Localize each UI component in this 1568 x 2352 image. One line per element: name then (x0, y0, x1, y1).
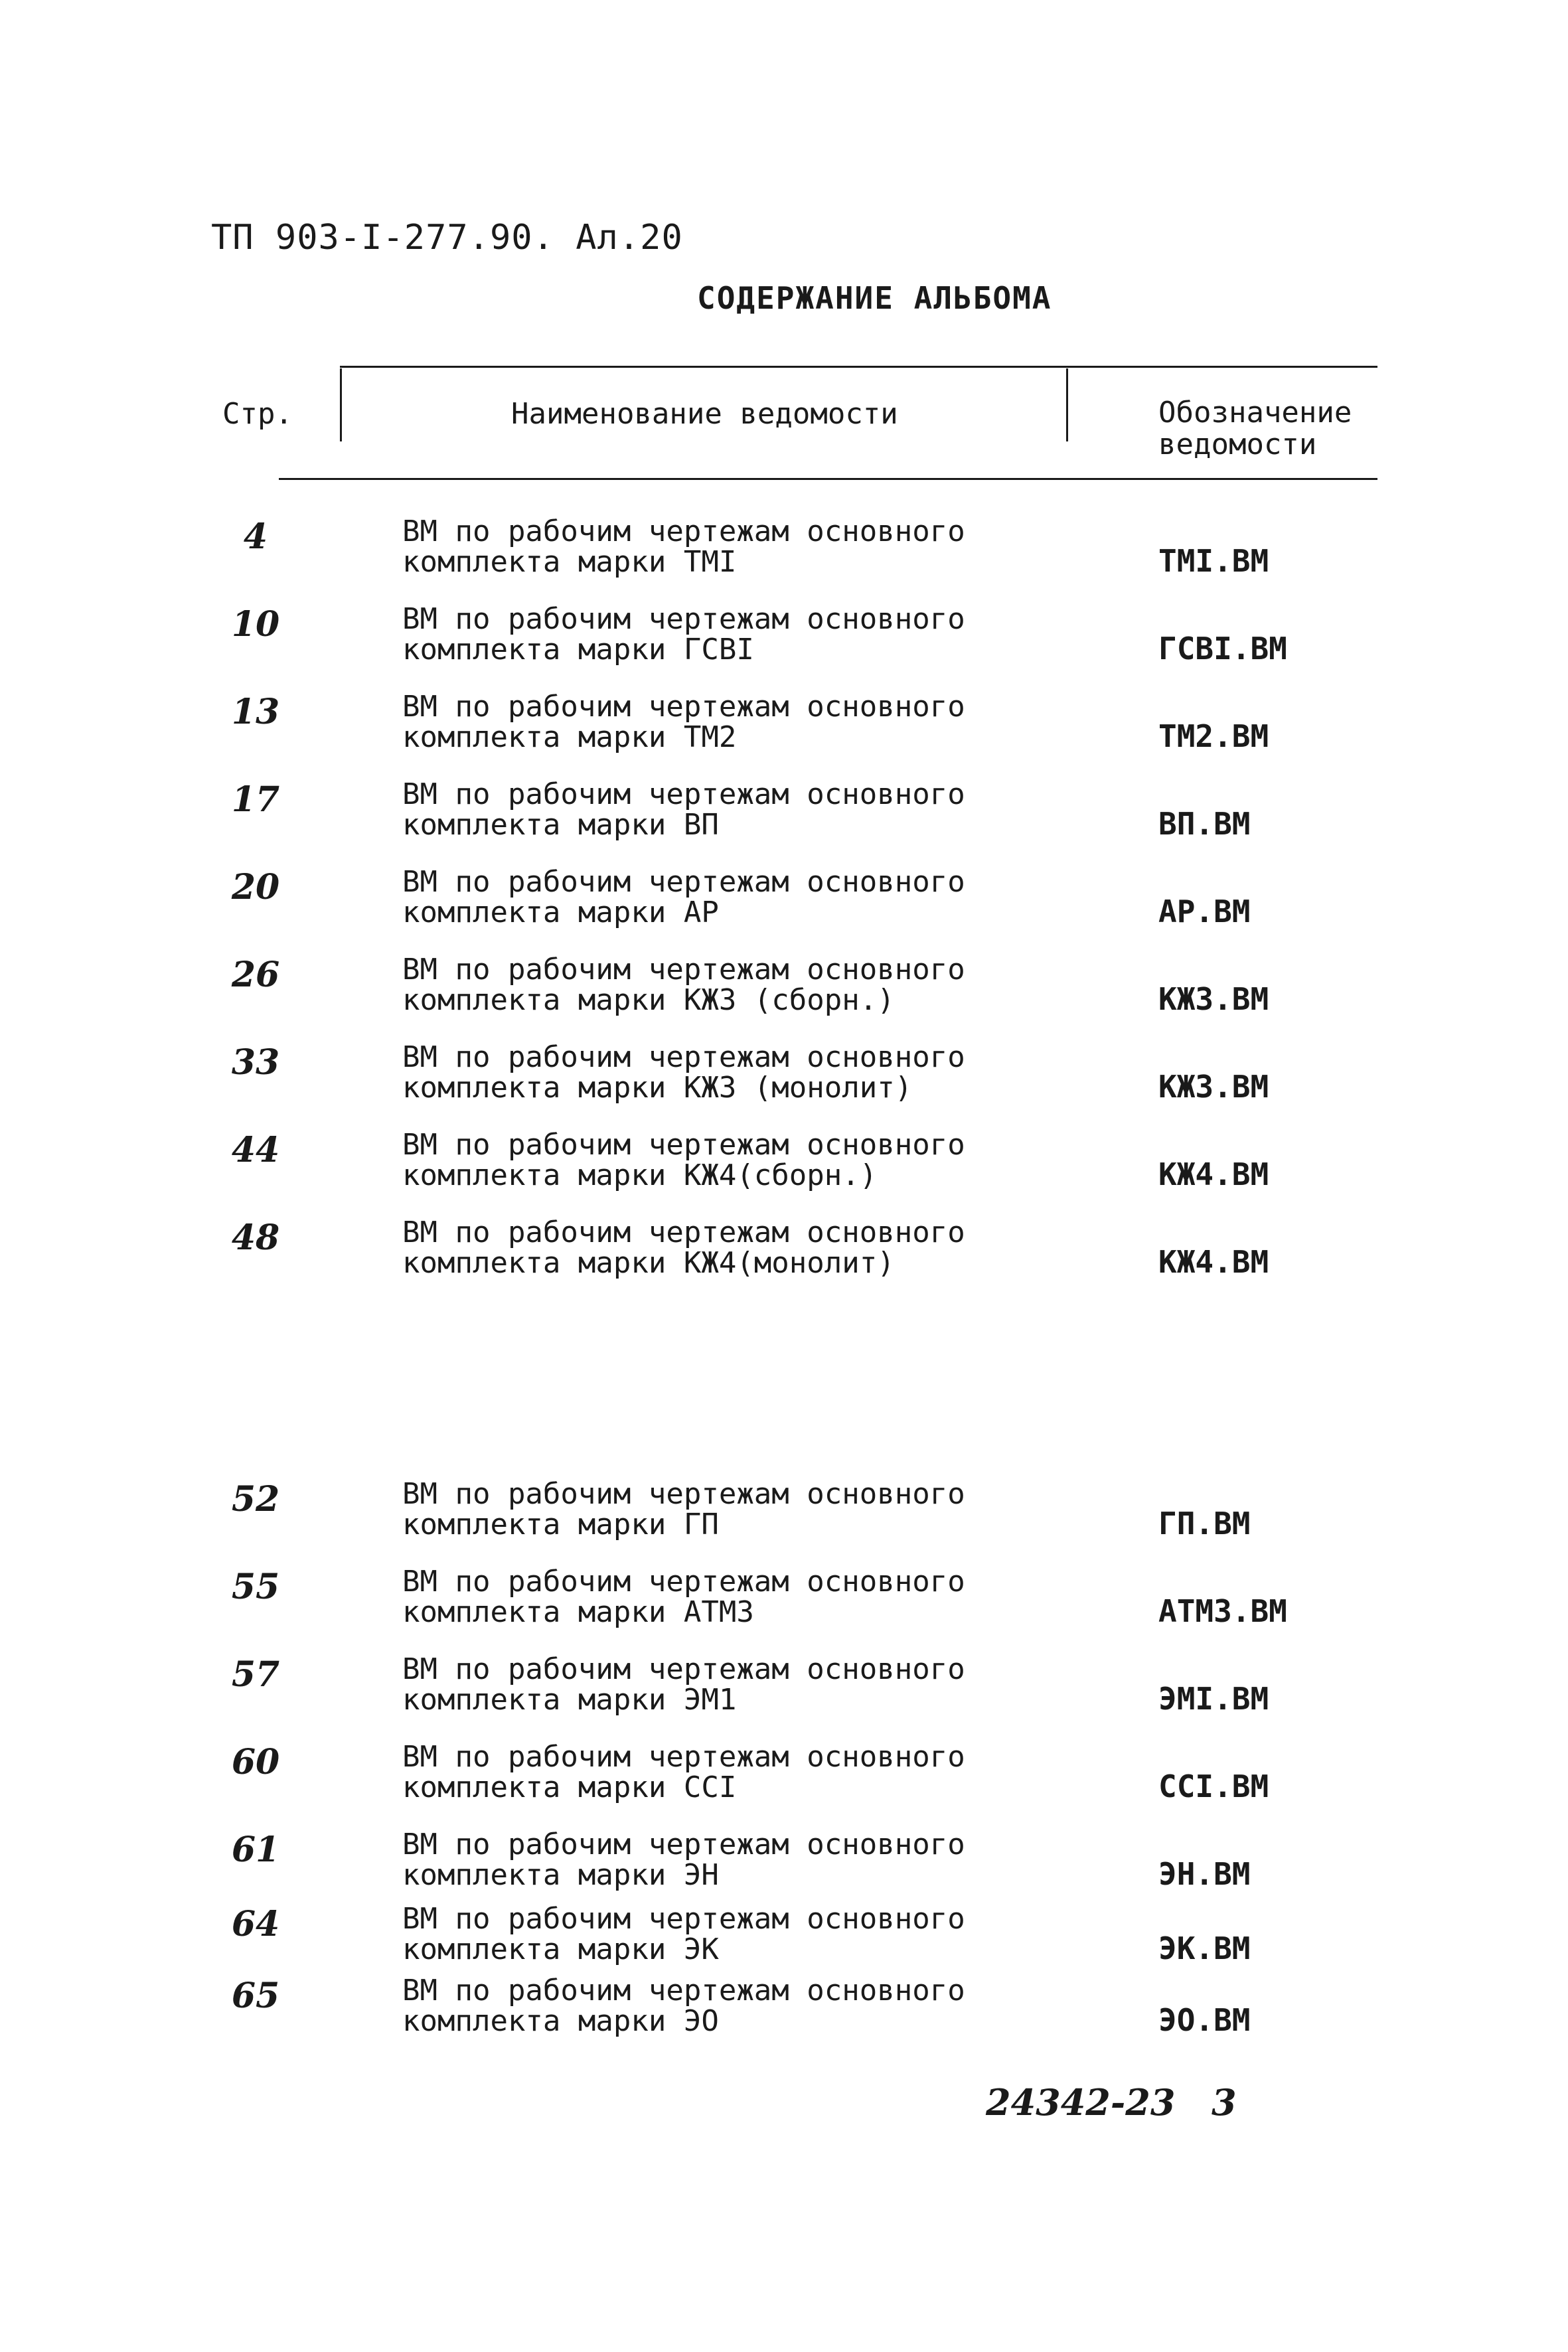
row-description-line2: комплекта марки ЭК (402, 1932, 719, 1966)
row-page-number: 44 (231, 1130, 280, 1170)
row-description (402, 1479, 965, 1540)
row-designation: ГП.ВМ (1158, 1506, 1251, 1541)
table-row (0, 1830, 1568, 1903)
row-description-line2: комплекта марки ВП (402, 808, 719, 842)
row-description-line2: комплекта марки АТМ3 (402, 1595, 754, 1629)
table-row (0, 779, 1568, 852)
table-row (0, 1479, 1568, 1552)
row-designation: ЭН.ВМ (1158, 1856, 1251, 1892)
row-description (402, 867, 965, 928)
row-description-line2: комплекта марки ГСВI (402, 633, 754, 666)
row-description-line2: комплекта марки ТМI (402, 545, 737, 579)
row-page-number: 20 (231, 867, 280, 907)
row-description-line2: комплекта марки ССI (402, 1770, 737, 1804)
table-row (0, 1904, 1568, 1977)
row-description-line1: ВМ по рабочим чертежам основного (402, 1477, 965, 1511)
row-designation: ВП.ВМ (1158, 806, 1251, 842)
row-description (402, 1130, 965, 1191)
row-description (402, 779, 965, 840)
row-description-line2: комплекта марки КЖ3 (монолит) (402, 1071, 913, 1105)
table-row (0, 516, 1568, 589)
inventory-code: 24342-23 (986, 2081, 1176, 2124)
row-description-line2: комплекта марки КЖ4(монолит) (402, 1246, 895, 1280)
row-designation: КЖ3.ВМ (1158, 981, 1269, 1017)
column-header-code-line1: Обозначение (1158, 396, 1352, 430)
row-description-line1: ВМ по рабочим чертежам основного (402, 602, 965, 636)
row-description-line1: ВМ по рабочим чертежам основного (402, 1565, 965, 1599)
row-description-line2: комплекта марки КЖ3 (сборн.) (402, 983, 895, 1017)
row-description-line1: ВМ по рабочим чертежам основного (402, 777, 965, 811)
row-description-line2: комплекта марки ЭМ1 (402, 1683, 737, 1717)
table-row (0, 604, 1568, 677)
page-title: СОДЕРЖАНИЕ АЛЬБОМА (697, 280, 1052, 316)
row-designation: АР.ВМ (1158, 894, 1251, 929)
row-description-line2: комплекта марки ТМ2 (402, 720, 737, 754)
row-page-number: 10 (231, 604, 280, 645)
row-description-line2: комплекта марки ЭН (402, 1858, 719, 1892)
table-header-rule (279, 478, 1377, 480)
row-page-number: 4 (243, 516, 268, 557)
column-header-name: Наименование ведомости (511, 397, 898, 431)
row-description-line1: ВМ по рабочим чертежам основного (402, 865, 965, 899)
row-designation: ЭО.ВМ (1158, 2002, 1251, 2038)
row-description (402, 1742, 965, 1803)
row-page-number: 57 (231, 1654, 280, 1695)
column-divider-left (340, 368, 342, 441)
row-description (402, 955, 965, 1016)
row-designation: ССI.ВМ (1158, 1768, 1269, 1804)
table-row (0, 1654, 1568, 1727)
row-description (402, 1217, 965, 1279)
row-description-line1: ВМ по рабочим чертежам основного (402, 690, 965, 724)
row-description-line2: комплекта марки АР (402, 896, 719, 929)
row-page-number: 33 (231, 1042, 280, 1083)
table-row (0, 1042, 1568, 1115)
row-description-line1: ВМ по рабочим чертежам основного (402, 1652, 965, 1686)
row-description (402, 1567, 965, 1628)
row-designation: ГСВI.ВМ (1158, 631, 1287, 666)
row-description (402, 604, 965, 665)
row-designation: КЖ4.ВМ (1158, 1156, 1269, 1192)
document-code: ТП 903-I-277.90. Ал.20 (211, 218, 683, 258)
table-row (0, 1130, 1568, 1203)
table-row (0, 867, 1568, 940)
row-designation: КЖ3.ВМ (1158, 1069, 1269, 1105)
row-description-line1: ВМ по рабочим чертежам основного (402, 514, 965, 548)
row-description (402, 1654, 965, 1715)
row-description-line1: ВМ по рабочим чертежам основного (402, 1902, 965, 1936)
column-header-page: Стр. (222, 397, 293, 431)
row-description (402, 1904, 965, 1965)
row-page-number: 65 (231, 1976, 280, 2016)
row-description (402, 516, 965, 578)
row-page-number: 17 (231, 779, 280, 820)
row-description (402, 1830, 965, 1891)
sheet-number: 3 (1212, 2081, 1237, 2124)
row-designation: АТМ3.ВМ (1158, 1593, 1287, 1629)
row-description-line1: ВМ по рабочим чертежам основного (402, 1040, 965, 1074)
table-row (0, 1976, 1568, 2049)
row-page-number: 26 (231, 955, 280, 995)
row-description-line1: ВМ по рабочим чертежам основного (402, 1740, 965, 1774)
row-description-line2: комплекта марки ГП (402, 1508, 719, 1541)
table-row (0, 692, 1568, 765)
table-top-rule (340, 366, 1377, 368)
row-designation: ЭМI.ВМ (1158, 1681, 1269, 1717)
table-row (0, 1742, 1568, 1815)
row-description-line2: комплекта марки КЖ4(сборн.) (402, 1158, 878, 1192)
row-designation: ТМ2.ВМ (1158, 718, 1269, 754)
row-designation: ТМI.ВМ (1158, 543, 1269, 579)
column-header-code (1158, 397, 1352, 461)
row-description-line1: ВМ по рабочим чертежам основного (402, 1828, 965, 1861)
table-row (0, 1567, 1568, 1640)
row-description-line1: ВМ по рабочим чертежам основного (402, 1974, 965, 2007)
row-page-number: 64 (231, 1904, 280, 1944)
row-description (402, 1042, 965, 1103)
row-description (402, 1976, 965, 2037)
row-page-number: 55 (231, 1567, 280, 1607)
table-row (0, 955, 1568, 1028)
row-page-number: 60 (231, 1742, 280, 1782)
row-description-line1: ВМ по рабочим чертежам основного (402, 953, 965, 986)
row-description-line1: ВМ по рабочим чертежам основного (402, 1215, 965, 1249)
row-designation: КЖ4.ВМ (1158, 1244, 1269, 1280)
column-divider-right (1066, 368, 1068, 441)
row-description-line2: комплекта марки ЭО (402, 2004, 719, 2038)
row-description (402, 692, 965, 753)
row-page-number: 52 (231, 1479, 280, 1520)
row-description-line1: ВМ по рабочим чертежам основного (402, 1128, 965, 1162)
column-header-code-line2: ведомости (1158, 428, 1317, 461)
table-row (0, 1217, 1568, 1291)
row-page-number: 61 (231, 1830, 280, 1870)
row-page-number: 48 (231, 1217, 280, 1258)
row-designation: ЭК.ВМ (1158, 1930, 1251, 1966)
row-page-number: 13 (231, 692, 280, 732)
